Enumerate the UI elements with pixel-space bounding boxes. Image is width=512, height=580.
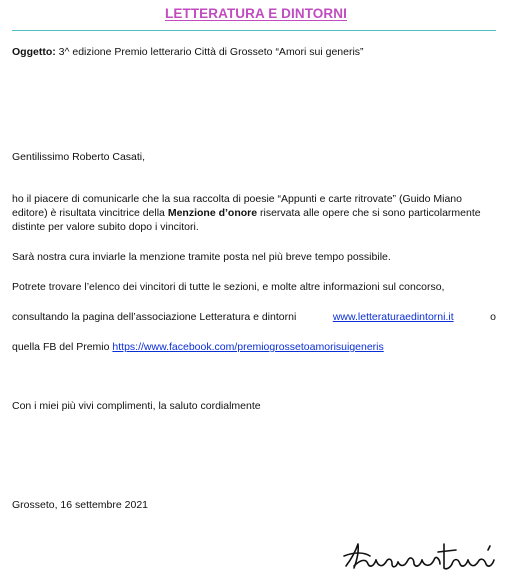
- header-divider: [12, 30, 496, 31]
- paragraph-info: Potrete trovare l’elenco dei vincitori di tutte le sezioni, e molte altre informazioni sul concorso,: [12, 281, 445, 293]
- closing-text: Con i miei più vivi complimenti, la saluto cordialmente: [12, 400, 261, 412]
- award-name: Menzione d’onore: [167, 207, 258, 219]
- facebook-text: quella FB del Premio: [12, 341, 113, 353]
- facebook-link[interactable]: https://www.facebook.com/premiogrossetoamorisuigeneris: [112, 341, 384, 353]
- paragraph-association: [12, 310, 496, 325]
- paragraph-facebook: [12, 340, 496, 355]
- paragraph-result-text-1: ho il piacere di comunicarle che la sua raccolta di poesie “Appunti e carte ritrovate” (Guido Miano editore) è risultata vincitrice della: [12, 193, 462, 219]
- subject-label: Oggetto:: [12, 46, 56, 58]
- association-text: consultando la pagina dell’associazione Letteratura e dintorni: [12, 311, 297, 323]
- place-date: Grosseto, 16 settembre 2021: [12, 499, 148, 511]
- paragraph-mail: Sarà nostra cura inviarle la menzione tramite posta nel più breve tempo possibile.: [12, 251, 391, 263]
- association-end: o: [490, 311, 496, 323]
- subject-line: [12, 45, 496, 60]
- association-website-link[interactable]: www.letteraturaedintorni.it: [332, 311, 454, 323]
- paragraph-result: [12, 192, 482, 234]
- subject-text: 3^ edizione Premio letterario Città di Grosseto “Amori sui generis”: [55, 46, 364, 58]
- greeting: Gentilissimo Roberto Casati,: [12, 151, 146, 163]
- header-title: LETTERATURA E DINTORNI: [165, 6, 347, 21]
- paragraph-result-text-2: riservata alle opere che si sono particolarmente distinte per valore subito dopo i vincitori.: [12, 207, 481, 233]
- handwritten-signature: [340, 536, 496, 576]
